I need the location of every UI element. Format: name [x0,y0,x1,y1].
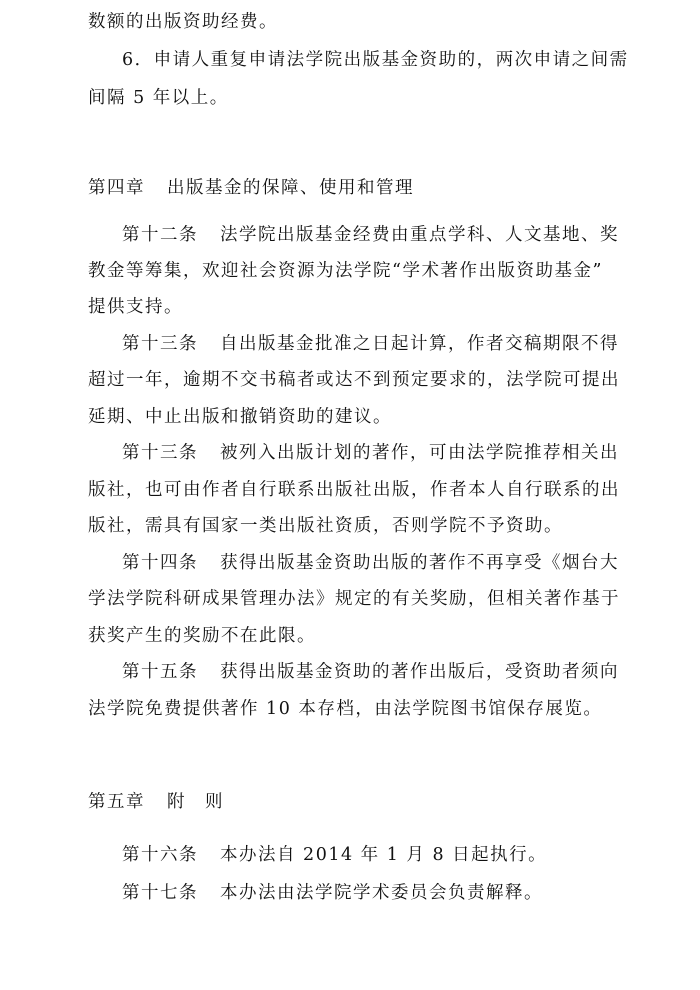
article-label: 第十四条 [122,553,198,573]
article-12-line-2: 教金等筹集，欢迎社会资源为法学院“学术著作出版资助基金” [88,261,603,281]
article-13a-line-3: 延期、中止出版和撤销资助的建议。 [88,407,392,427]
article-13b-line-3: 版社，需具有国家一类出版社资质，否则学院不予资助。 [88,516,563,536]
article-label: 第十二条 [122,225,198,245]
continuation-line: 数额的出版资助经费。 [88,12,278,32]
article-16-line-1 [122,843,547,867]
article-text: 获得出版基金资助的著作出版后，受资助者须向 [220,662,619,682]
article-15-line-1 [122,660,619,684]
chapter-4-title: 出版基金的保障、使用和管理 [167,178,414,198]
article-text: 获得出版基金资助出版的著作不再享受《烟台大 [220,553,619,573]
article-label: 第十五条 [122,662,198,682]
article-text: 被列入出版计划的著作，可由法学院推荐相关出 [220,443,619,463]
article-17-line-1 [122,881,543,905]
article-text: 法学院出版基金经费由重点学科、人文基地、奖 [220,225,619,245]
item-6-line-1: 6．申请人重复申请法学院出版基金资助的，两次申请之间需 [122,50,629,70]
chapter-5-number: 第五章 [88,792,145,812]
article-text: 本办法由法学院学术委员会负责解释。 [220,883,543,903]
article-15-line-2: 法学院免费提供著作 10 本存档，由法学院图书馆保存展览。 [88,699,603,719]
article-label: 第十三条 [122,334,198,354]
article-12-line-1 [122,223,619,247]
article-13b-line-1 [122,441,619,465]
article-14-line-3: 获奖产生的奖励不在此限。 [88,626,316,646]
chapter-5-heading [88,790,224,814]
article-label: 第十六条 [122,845,198,865]
article-label: 第十七条 [122,883,198,903]
item-6-line-2: 间隔 5 年以上。 [88,88,229,108]
article-13a-line-2: 超过一年，逾期不交书稿者或达不到预定要求的，法学院可提出 [88,370,620,390]
article-13a-line-1 [122,332,619,356]
chapter-4-heading [88,176,414,200]
chapter-5-title: 附 则 [167,792,224,812]
article-text: 自出版基金批准之日起计算，作者交稿期限不得 [220,334,619,354]
article-14-line-2: 学法学院科研成果管理办法》规定的有关奖励，但相关著作基于 [88,589,620,609]
article-text: 本办法自 2014 年 1 月 8 日起执行。 [220,845,548,865]
article-14-line-1 [122,551,619,575]
article-12-line-3: 提供支持。 [88,297,183,317]
chapter-4-number: 第四章 [88,178,145,198]
article-13b-line-2: 版社，也可由作者自行联系出版社出版，作者本人自行联系的出 [88,480,620,500]
article-label: 第十三条 [122,443,198,463]
